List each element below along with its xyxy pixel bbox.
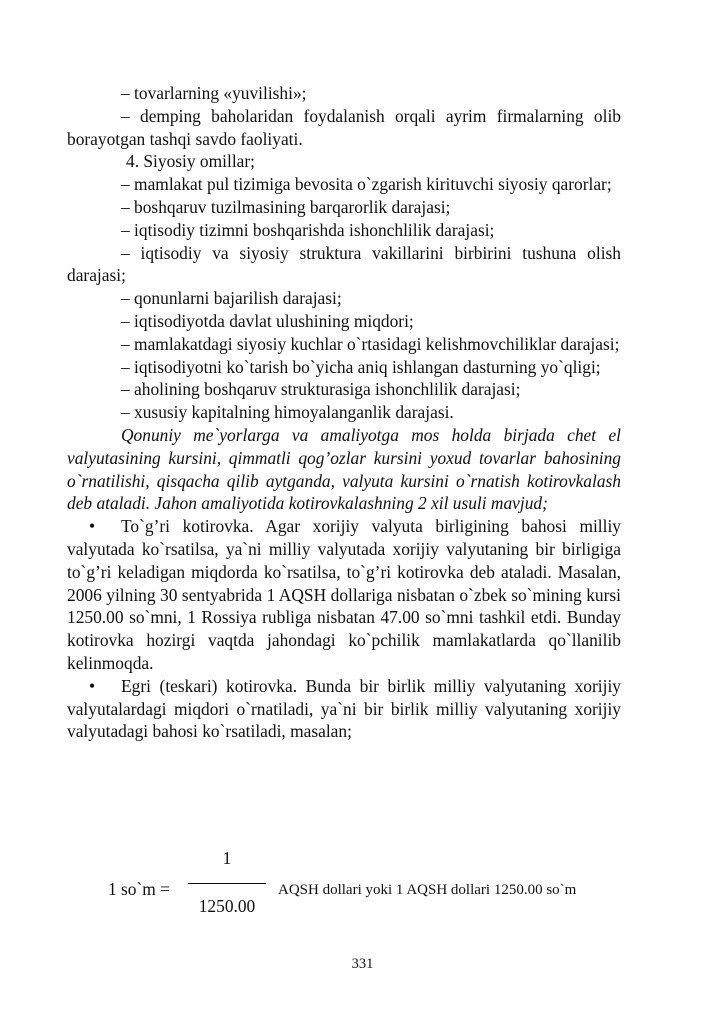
paragraph: – iqtisodiy va siyosiy struktura vakillarini birbirini tushuna olish darajasi; bbox=[67, 242, 621, 286]
paragraph: – tovarlarning «yuvilishi»; bbox=[121, 83, 307, 103]
bullet-item bbox=[67, 675, 621, 743]
paragraph: – mamlakat pul tizimiga bevosita o`zgarish kirituvchi siyosiy qarorlar; bbox=[121, 174, 612, 195]
paragraph: – xususiy kapitalning himoyalanganlik darajasi. bbox=[121, 402, 454, 423]
page-body bbox=[67, 82, 621, 743]
paragraph: – iqtisodiyotda davlat ulushining miqdori; bbox=[121, 310, 414, 331]
fraction-bar bbox=[188, 883, 266, 884]
paragraph: – iqtisodiy tizimni boshqarishda ishonchlilik darajasi; bbox=[121, 219, 495, 240]
italic-definition: Qonuniy me`yorlarga va amaliyotga mos holda birjada chet el valyutasining kursini, qimmatli qog’ozlar kursini yoxud tovarlar bahosining o`rnatilishi, qisqacha qilib aytganda, valyuta kursini o`rnatish kotirovkalash deb ataladi. Jahon amaliyotida kotirovkalashning 2 xil usuli mavjud; bbox=[67, 424, 621, 514]
formula-rhs: AQSH dollari yoki 1 AQSH dollari 1250.00 so`m bbox=[278, 882, 577, 898]
paragraph: – qonunlarni bajarilish darajasi; bbox=[121, 288, 342, 309]
bullet-indent bbox=[67, 515, 121, 538]
paragraph: – mamlakatdagi siyosiy kuchlar o`rtasidagi kelishmovchiliklar darajasi; bbox=[121, 333, 620, 354]
bullet-icon: • bbox=[89, 516, 96, 537]
formula-lhs: 1 so`m = bbox=[108, 879, 170, 899]
fraction bbox=[186, 848, 268, 920]
formula bbox=[108, 848, 628, 920]
bullet-text: Egri (teskari) kotirovka. Bunda bir birlik milliy valyutaning xorijiy valyutalardagi miqdori o`rnatiladi, ya`ni bir birlik milliy valyutaning xorijiy valyutadagi bahosi ko`rsatiladi, masalan; bbox=[67, 675, 621, 742]
bullet-icon: • bbox=[89, 675, 96, 696]
fraction-denominator: 1250.00 bbox=[198, 896, 256, 916]
bullet-item bbox=[67, 515, 621, 675]
paragraph: – demping baholaridan foydalanish orqali ayrim firmalarning olib borayotgan tashqi savdo faoliyati. bbox=[67, 105, 621, 149]
paragraph: – iqtisodiyotni ko`tarish bo`yicha aniq ishlangan dasturning yo`qligi; bbox=[121, 356, 601, 377]
fraction-numerator: 1 bbox=[222, 848, 232, 868]
paragraph: – boshqaruv tuzilmasining barqarorlik darajasi; bbox=[121, 196, 451, 217]
bullet-indent bbox=[67, 675, 121, 698]
bullet-text: To`g’ri kotirovka. Agar xorijiy valyuta birligining bahosi milliy valyutada ko`rsatilsa, ya`ni milliy valyutada xorijiy valyutaning bir birligiga to`g’ri keladigan miqdorda ko`rsatilsa, to`g’ri kotirovka deb ataladi. Masalan, 2006 yilning 30 sentyabrida 1 AQSH dollariga nisbatan o`zbek so`mining kursi 1250.00 so`mni, 1 Rossiya rubliga nisbatan 47.00 so`mni tashkil etdi. Bunday kotirovka hozirgi vaqtda jahondagi ko`pchilik mamlakatlarda qo`llanilib kelinmoqda. bbox=[67, 516, 621, 673]
paragraph: – aholining boshqaruv strukturasiga ishonchlilik darajasi; bbox=[121, 379, 521, 400]
section-heading: 4. Siyosiy omillar; bbox=[126, 151, 255, 172]
page-number: 331 bbox=[351, 956, 374, 972]
